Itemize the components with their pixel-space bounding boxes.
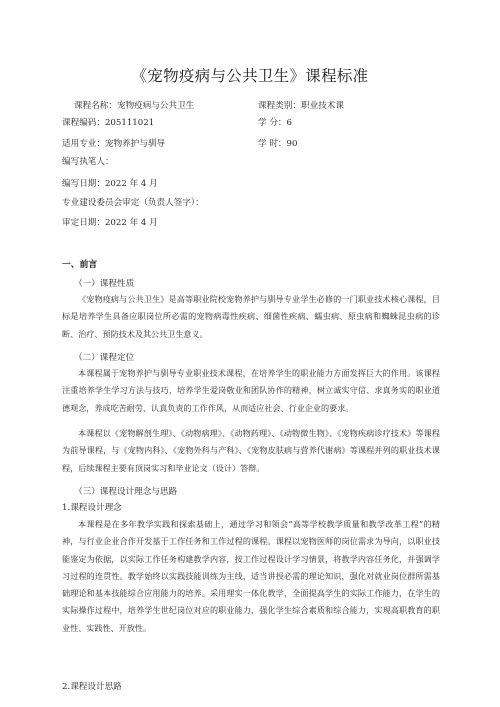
paragraph-design-concept: 本课程是在多年教学实践和探索基础上，通过学习和领会“高等学校教学质量和教学改革工程”的精神，与行业企业合作开发基于工作任务和工作过程的课程。课程以宠物医师的岗位需求为导向，以职业技能鉴定为依据，以实际工作任务构建教学内容，按工作过程设计学习情景，将教学内容任务化，并强调学习过程的连贯性。教学始终以实践技能训练为主线，适当讲授必需的理论知识，强化对就业岗位群所需基础理论和基本技能综合应用能力的培养。采用理实一体化教学，全面提高学生的实际工作能力，在学生的实际操作过程中，培养学生世纪岗位对应的职业能力，强化学生综合素质和综合能力，实现高职教育的职业性、实践性、开放性。: [62, 519, 440, 633]
document-title: 《宠物疫病与公共卫生》课程标准: [131, 67, 369, 85]
subsection-heading-design: （三）课程设计理念与思路: [74, 487, 178, 497]
write-date: 编写日期：2022 年 4 月: [62, 179, 158, 189]
committee-review: 专业建设委员会审定（负责人签字）：: [62, 198, 204, 208]
heading-design-concept: 1.课程设计理念: [62, 503, 122, 513]
course-name: 课程名称：宠物疫病与公共卫生: [74, 101, 195, 111]
subsection-heading-nature: （一）课程性质: [74, 279, 135, 289]
credits: 学 分：6: [258, 118, 292, 128]
author: 编写执笔人：: [62, 157, 114, 167]
section-heading-preface: 一、前言: [62, 260, 98, 270]
review-date: 审定日期：2022 年 4 月: [62, 218, 158, 228]
paragraph-nature: 《宠物疫病与公共卫生》是高等职业院校宠物养护与驯导专业学生必修的一门职业技术核心课程，目标是培养学生具备应职岗位所必需的宠物病毒性疾病、细菌性疾病、蠕虫病、原虫病和蜘蛛昆虫病的诊断、治疗、预防技术及其公共卫生意义。: [62, 294, 440, 339]
course-type: 课程类别：职业技术课: [258, 101, 344, 111]
class-hours: 学 时：90: [258, 139, 298, 149]
paragraph-position-1: 本课程属于宠物养护与驯导专业职业技术课程，在培养学生的职业能力方面发挥巨大的作用。该课程注重培养学生学习方法与技巧，培养学生爱岗敬业和团队协作的精神，树立诚实守信、求真务实的职业道德观念，养成吃苦耐劳、认真负责的工作作风，从而适应社会、行业企业的要求。: [62, 368, 440, 413]
subsection-heading-position: （二）课程定位: [74, 353, 135, 363]
heading-design-idea: 2.课程设计思路: [62, 682, 122, 692]
paragraph-position-2: 本课程以《宠物解剖生理》、《动物病理》、《动物药理》、《动物微生物》、《宠物疾病诊疗技术》等课程为前导课程，与《宠物内科》、《宠物外科与产科》、《宠物皮肤病与营养代谢病》等课程并列的职业技术课程，后续课程主要有顶岗实习和毕业论文（设计）答辩。: [62, 428, 440, 473]
course-code: 课程编码：205111021: [62, 118, 155, 128]
applicable-major: 适用专业：宠物养护与驯导: [62, 139, 166, 149]
